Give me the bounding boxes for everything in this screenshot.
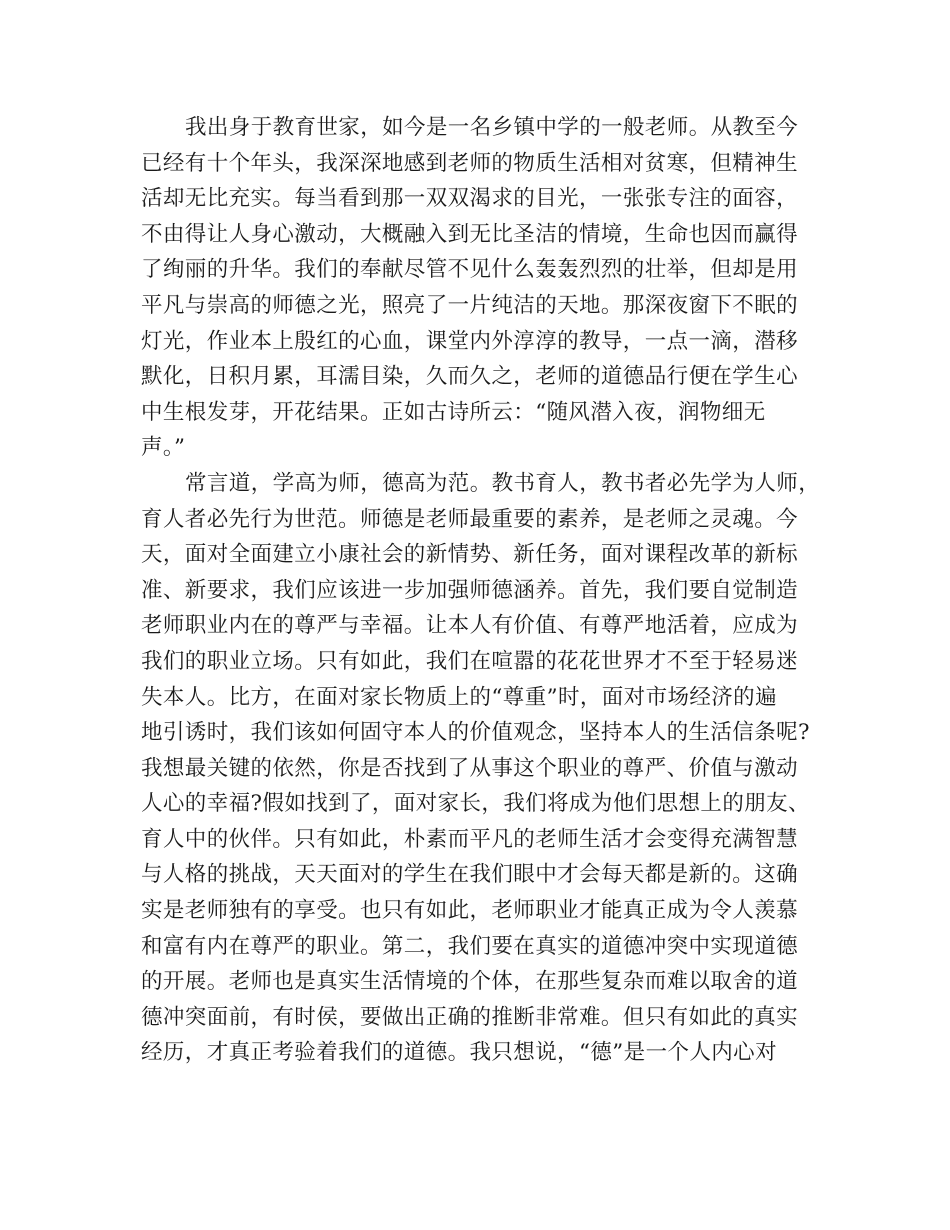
text-line: 我们的职业立场。只有如此，我们在喧嚣的花花世界才不至于轻易迷	[141, 648, 799, 674]
text-line: 地引诱时，我们该如何固守本人的价值观念，坚持本人的生活信条呢?	[141, 720, 810, 746]
text-line: 了绚丽的升华。我们的奉献尽管不见什么轰轰烈烈的壮举，但却是用	[141, 257, 799, 283]
text-line: 常言道，学高为师，德高为范。教书育人，教书者必先学为人师，	[185, 470, 821, 496]
text-line: 育人者必先行为世范。师德是老师最重要的素养，是老师之灵魂。今	[141, 506, 799, 532]
paragraph-2	[141, 466, 827, 1071]
text-line: 实是老师独有的享受。也只有如此，老师职业才能真正成为令人羡慕	[141, 898, 799, 924]
text-line: 失本人。比方，在面对家长物质上的“尊重”时，面对市场经济的遍	[141, 684, 777, 710]
paragraph-1	[141, 110, 827, 466]
document-body	[141, 110, 827, 1071]
text-line: 已经有十个年头，我深深地感到老师的物质生活相对贫寒，但精神生	[141, 150, 799, 176]
text-line: 天，面对全面建立小康社会的新情势、新任务，面对课程改革的新标	[141, 542, 799, 568]
text-line: 默化，日积月累，耳濡目染，久而久之，老师的道德品行便在学生心	[141, 364, 799, 390]
text-line: 老师职业内在的尊严与幸福。让本人有价值、有尊严地活着，应成为	[141, 613, 799, 639]
text-line: 经历，才真正考验着我们的道德。我只想说，“德”是一个人内心对	[141, 1040, 777, 1066]
text-line: 声。”	[141, 435, 186, 461]
text-line: 我出身于教育世家，如今是一名乡镇中学的一般老师。从教至今	[185, 115, 799, 140]
text-line: 平凡与崇高的师德之光，照亮了一片纯洁的天地。那深夜窗下不眠的	[141, 292, 799, 318]
text-line: 中生根发芽，开花结果。正如古诗所云：“随风潜入夜，润物细无	[141, 399, 766, 425]
text-line: 的开展。老师也是真实生活情境的个体，在那些复杂而难以取舍的道	[141, 969, 799, 995]
text-line: 灯光，作业本上殷红的心血，课堂内外淳淳的教导，一点一滴，潜移	[141, 328, 799, 354]
text-line: 我想最关键的依然，你是否找到了从事这个职业的尊严、价值与激动	[141, 755, 799, 781]
text-line: 不由得让人身心激动，大概融入到无比圣洁的情境，生命也因而赢得	[141, 221, 799, 247]
text-line: 活却无比充实。每当看到那一双双渴求的目光，一张张专注的面容，	[141, 186, 799, 212]
text-line: 与人格的挑战，天天面对的学生在我们眼中才会每天都是新的。这确	[141, 862, 799, 888]
text-line: 准、新要求，我们应该进一步加强师德涵养。首先，我们要自觉制造	[141, 577, 799, 603]
text-line: 和富有内在尊严的职业。第二，我们要在真实的道德冲突中实现道德	[141, 933, 799, 959]
text-line: 人心的幸福?假如找到了，面对家长，我们将成为他们思想上的朋友、	[141, 791, 810, 817]
text-line: 育人中的伙伴。只有如此，朴素而平凡的老师生活才会变得充满智慧	[141, 826, 799, 852]
text-line: 德冲突面前，有时侯，要做出正确的推断非常难。但只有如此的真实	[141, 1004, 799, 1030]
